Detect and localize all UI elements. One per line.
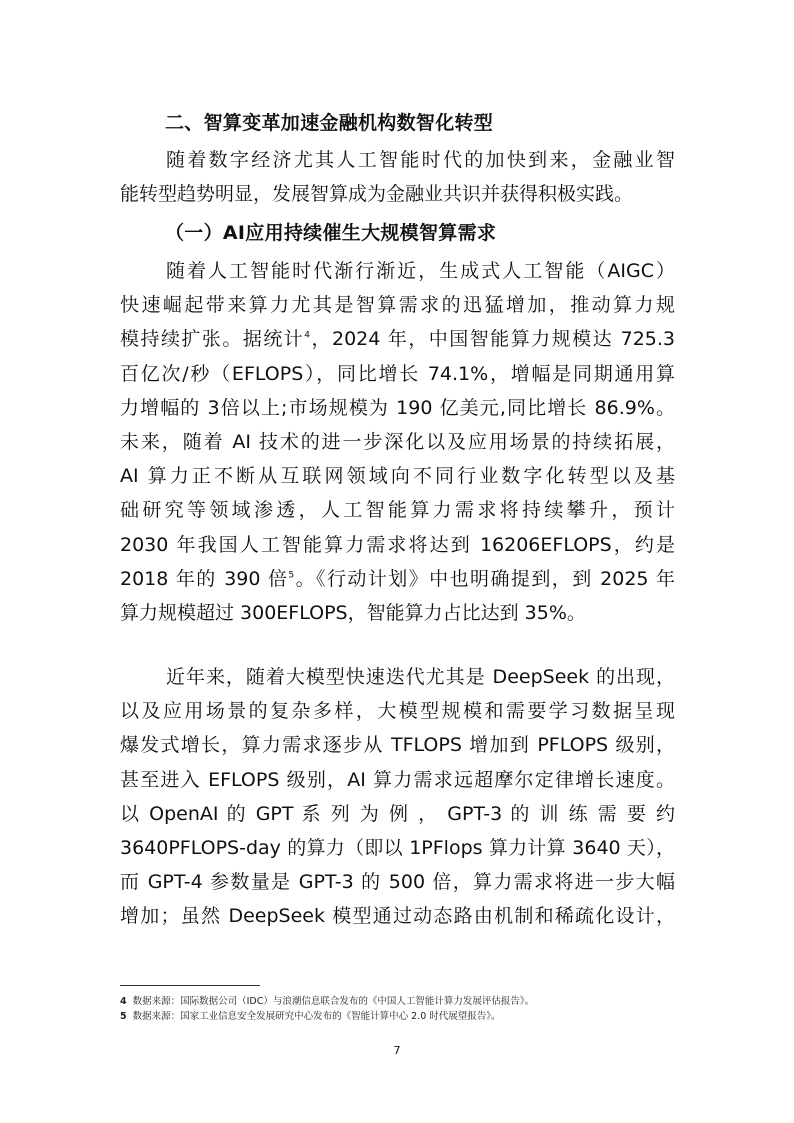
footnote-divider <box>120 985 260 986</box>
intro-paragraph <box>120 143 675 211</box>
p2-line-6: 3640PFLOPS-day 的算力（即以 1PFlops 算力计算 3640 天）， <box>120 837 675 860</box>
p1-line-9: 2030 年我国人工智能算力需求将达到 16206EFLOPS，约是 <box>120 533 675 556</box>
p1-line-4: 百亿次/秒（EFLOPS），同比增长 74.1%，增幅是同期通用算 <box>120 362 675 385</box>
subsection-heading: （一）AI应用持续催生大规模智算需求 <box>165 222 497 244</box>
footnote-4 <box>120 995 534 1008</box>
p2-line-1: 近年来，随着大模型快速迭代尤其是 DeepSeek 的出现， <box>166 666 675 688</box>
p1-line-3a: 模持续扩张。据统计 <box>120 328 305 351</box>
section-heading: 二、智算变革加速金融机构数智化转型 <box>165 112 494 134</box>
footnote-number: 4 <box>120 996 127 1007</box>
p1-line-10a: 2018 年的 390 倍 <box>120 567 289 590</box>
p2-line-5: 以 OpenAI 的 GPT 系 列 为 例 ， GPT-3 的 训 练 需 要 约 <box>120 802 675 825</box>
page-number: 7 <box>393 1044 401 1057</box>
footnote-ref-4: 4 <box>304 331 311 342</box>
p1-line-2: 快速崛起带来算力尤其是智算需求的迅猛增加，推动算力规 <box>120 294 675 317</box>
p1-line-3 <box>120 322 675 356</box>
footnote-text: 数据来源：国家工业信息安全发展研究中心发布的《智能计算中心 2.0 时代展望报告》。 <box>132 1011 501 1022</box>
p1-line-11: 算力规模超过 300EFLOPS，智能算力占比达到 35%。 <box>120 602 586 625</box>
p1-line-10b: 。《行动计划》中也明确提到，到 2025 年 <box>294 567 675 590</box>
p1-line-10 <box>120 562 675 596</box>
paragraph-1 <box>120 254 675 630</box>
p2-line-8: 增加；虽然 DeepSeek 模型通过动态路由机制和稀疏化设计， <box>120 905 675 928</box>
p2-line-7: 而 GPT-4 参数量是 GPT-3 的 500 倍，算力需求将进一步大幅 <box>120 871 675 894</box>
footnote-number: 5 <box>120 1011 127 1022</box>
p2-line-2: 以及应用场景的复杂多样，大模型规模和需要学习数据呈现 <box>120 700 675 723</box>
p1-line-3b: ，2024 年，中国智能算力规模达 725.3 <box>310 328 675 351</box>
footnote-5 <box>120 1010 501 1023</box>
intro-line-1: 随着数字经济尤其人工智能时代的加快到来，金融业智 <box>166 149 675 171</box>
p1-line-1: 随着人工智能时代渐行渐近，生成式人工智能（AIGC） <box>166 260 675 282</box>
paragraph-2 <box>120 660 675 934</box>
p1-line-6: 未来，随着 AI 技术的进一步深化以及应用场景的持续拓展， <box>120 431 675 454</box>
p1-line-8: 础研究等领域渗透，人工智能算力需求将持续攀升，预计 <box>120 499 675 522</box>
p1-line-7: AI 算力正不断从互联网领域向不同行业数字化转型以及基 <box>120 465 675 488</box>
footnote-text: 数据来源：国际数据公司（IDC）与浪潮信息联合发布的《中国人工智能计算力发展评估报告》。 <box>132 996 535 1007</box>
p2-line-4: 甚至进入 EFLOPS 级别，AI 算力需求远超摩尔定律增长速度。 <box>120 768 675 791</box>
p2-line-3: 爆发式增长，算力需求逐步从 TFLOPS 增加到 PFLOPS 级别， <box>120 734 675 757</box>
footnote-ref-5: 5 <box>288 570 295 581</box>
p1-line-5: 力增幅的 3倍以上;市场规模为 190 亿美元,同比增长 86.9%。 <box>120 396 675 419</box>
intro-line-2: 能转型趋势明显，发展智算成为金融业共识并获得积极实践。 <box>120 183 634 206</box>
